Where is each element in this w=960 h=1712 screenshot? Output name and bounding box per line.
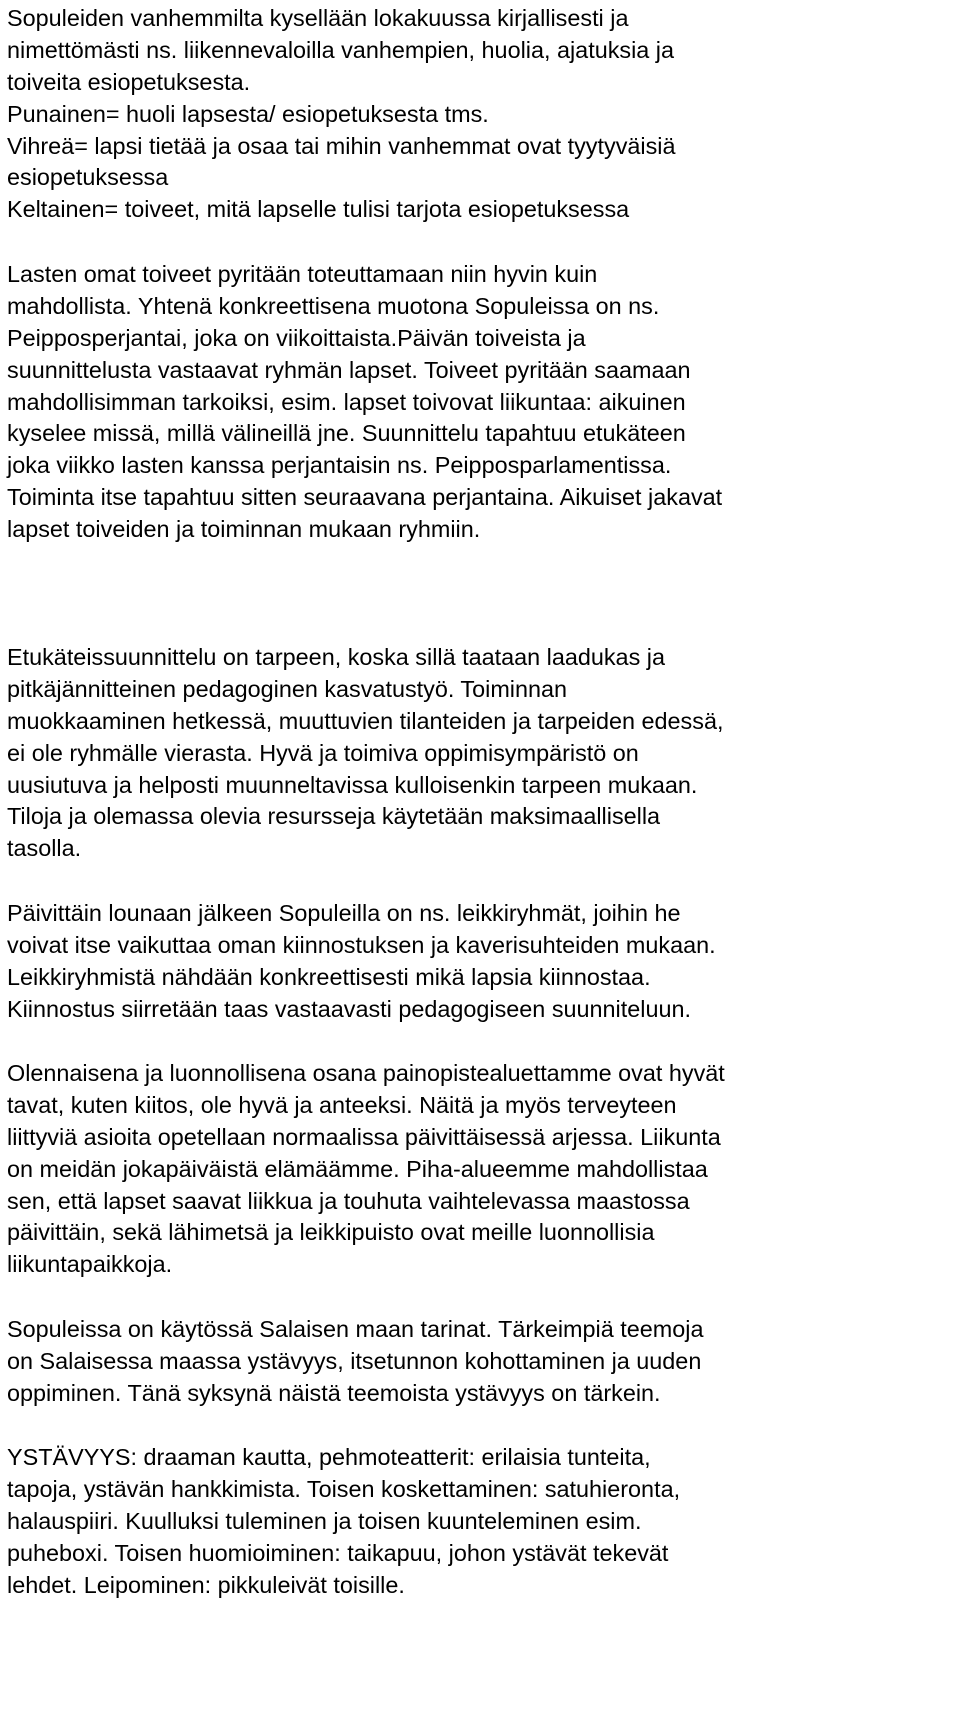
text-line: esiopetuksessa [7,164,169,191]
text-line: tapoja, ystävän hankkimista. Toisen koskettaminen: satuhieronta, [7,1475,681,1502]
text-line: liikuntapaikkoja. [7,1251,173,1278]
text-line: Etukäteissuunnittelu on tarpeen, koska sillä taataan laadukas ja [7,644,665,670]
paragraph-advance-planning [7,642,957,865]
text-line: Keltainen= toiveet, mitä lapselle tulisi tarjota esiopetuksessa [7,196,630,223]
paragraph-good-manners [7,1058,957,1281]
text-line: puheboxi. Toisen huomioiminen: taikapuu, johon ystävät tekevät [7,1539,669,1566]
text-line: YSTÄVYYS: draaman kautta, pehmoteatterit: erilaisia tunteita, [7,1444,651,1470]
text-line: pitkäjännitteinen pedagoginen kasvatustyö. Toiminnan [7,675,568,702]
text-line: muokkaaminen hetkessä, muuttuvien tilanteiden ja tarpeiden edessä, [7,707,724,734]
text-line: ei ole ryhmälle vierasta. Hyvä ja toimiva oppimisympäristö on [7,739,639,766]
text-line: mahdollista. Yhtenä konkreettisena muotona Sopuleissa on ns. [7,292,660,319]
paragraph-secret-land [7,1314,957,1410]
text-line: Lasten omat toiveet pyritään toteuttamaan niin hyvin kuin [7,261,598,287]
text-line: halauspiiri. Kuulluksi tuleminen ja toisen kuunteleminen esim. [7,1507,642,1534]
text-line: Punainen= huoli lapsesta/ esiopetuksesta tms. [7,100,489,127]
text-line: liittyviä asioita opetellaan normaalissa päivittäisessä arjessa. Liikunta [7,1123,721,1150]
text-line: sen, että lapset saavat liikkua ja touhuta vaihtelevassa maastossa [7,1187,690,1214]
text-line: Peipposperjantai, joka on viikoittaista.Päivän toiveista ja [7,324,586,351]
text-line: Toiminta itse tapahtuu sitten seuraavana perjantaina. Aikuiset jakavat [7,484,723,511]
text-line: uusiutuva ja helposti muunneltavissa kulloisenkin tarpeen mukaan. [7,771,698,798]
text-line: Tiloja ja olemassa olevia resursseja käytetään maksimaallisella [7,803,661,830]
text-line: joka viikko lasten kanssa perjantaisin ns. Peipposparlamentissa. [7,452,672,479]
paragraph-children-wishes [7,259,957,546]
text-line: on Salaisessa maassa ystävyys, itsetunnon kohottaminen ja uuden [7,1347,702,1374]
paragraph-parent-survey [7,3,957,226]
text-line: lehdet. Leipominen: pikkuleivät toisille. [7,1571,405,1598]
text-line: Leikkiryhmistä nähdään konkreettisesti mikä lapsia kiinnostaa. [7,963,651,990]
text-line: voivat itse vaikuttaa oman kiinnostuksen ja kaverisuhteiden mukaan. [7,931,716,958]
text-line: Sopuleiden vanhemmilta kysellään lokakuussa kirjallisesti ja [7,5,629,31]
text-line: tasolla. [7,835,82,862]
text-line: on meidän jokapäiväistä elämäämme. Piha-alueemme mahdollistaa [7,1155,708,1182]
text-line: oppiminen. Tänä syksynä näistä teemoista ystävyys on tärkein. [7,1379,661,1406]
text-line: suunnittelusta vastaavat ryhmän lapset. Toiveet pyritään saamaan [7,356,691,383]
text-line: Vihreä= lapsi tietää ja osaa tai mihin vanhemmat ovat tyytyväisiä [7,132,676,159]
text-line: toiveita esiopetuksesta. [7,68,251,95]
text-line: Sopuleissa on käytössä Salaisen maan tarinat. Tärkeimpiä teemoja [7,1316,704,1342]
paragraph-play-groups [7,898,957,1026]
text-line: lapset toiveiden ja toiminnan mukaan ryhmiin. [7,516,481,543]
text-line: Kiinnostus siirretään taas vastaavasti pedagogiseen suunniteluun. [7,995,691,1022]
text-line: päivittäin, sekä lähimetsä ja leikkipuisto ovat meille luonnollisia [7,1219,655,1246]
text-line: tavat, kuten kiitos, ole hyvä ja anteeksi. Näitä ja myös terveyteen [7,1091,677,1118]
text-line: mahdollisimman tarkoiksi, esim. lapset toivovat liikuntaa: aikuinen [7,388,686,415]
text-line: Päivittäin lounaan jälkeen Sopuleilla on ns. leikkiryhmät, joihin he [7,900,681,926]
text-line: Olennaisena ja luonnollisena osana painopistealuettamme ovat hyvät [7,1060,725,1086]
text-line: nimettömästi ns. liikennevaloilla vanhempien, huolia, ajatuksia ja [7,36,674,63]
paragraph-friendship [7,1442,957,1601]
text-line: kyselee missä, millä välineillä jne. Suunnittelu tapahtuu etukäteen [7,420,686,447]
